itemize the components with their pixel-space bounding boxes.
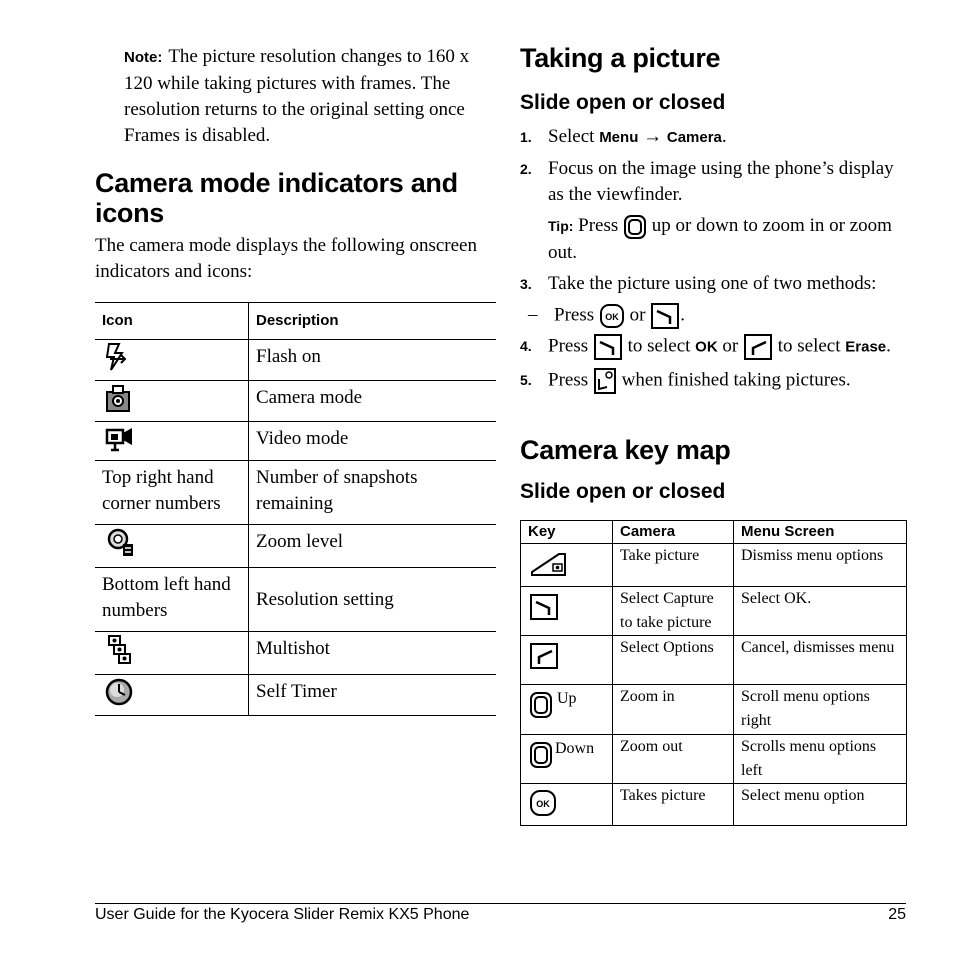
icon-cell	[95, 675, 249, 716]
table-row	[521, 685, 907, 735]
step-number: 3.	[520, 275, 532, 292]
col-header-camera: Camera	[613, 521, 734, 544]
key-map-subheading: Slide open or closed	[520, 480, 726, 503]
step-text: when finished taking pictures.	[621, 369, 851, 390]
table-row	[95, 461, 496, 525]
note-label: Note:	[124, 49, 163, 66]
step-number: 1.	[520, 129, 532, 145]
end-key-icon	[593, 367, 617, 395]
icon-cell-text: Bottom left hand numbers	[95, 568, 249, 632]
key-cell	[521, 636, 613, 685]
step-text: Take the picture using one of two methods:	[548, 272, 877, 294]
step-text: Select	[548, 126, 595, 147]
steps-list	[520, 124, 906, 395]
camera-cell: Takes picture	[613, 784, 734, 826]
camera-keyword: Camera	[666, 129, 722, 146]
key-cell	[521, 587, 613, 636]
camera-key-map-heading: Camera key map	[520, 435, 731, 465]
col-header-icon: Icon	[95, 303, 249, 340]
key-cell	[521, 735, 613, 784]
erase-keyword: Erase	[845, 338, 887, 355]
table-row	[521, 784, 907, 826]
nav-key-icon	[623, 214, 647, 240]
camera-key-icon	[529, 550, 569, 578]
camera-cell: Zoom in	[613, 685, 734, 735]
page-number: 25	[888, 906, 906, 923]
icon-cell-text: Top right hand corner numbers	[95, 461, 249, 525]
key-label: Down	[555, 740, 595, 757]
zoom-level-icon	[105, 527, 137, 559]
tip-text-pre: Press	[578, 215, 619, 236]
nav-key-icon	[529, 741, 553, 769]
svg-text:OK: OK	[605, 311, 619, 322]
description-cell: Self Timer	[249, 675, 497, 716]
menu-keyword: Menu	[599, 129, 639, 146]
table-row	[95, 340, 496, 381]
indicators-table	[95, 302, 496, 716]
step-text: Focus on the image using the phone’s display as the viewfinder.	[548, 158, 894, 205]
step-text: to select	[627, 335, 691, 356]
key-label: Up	[557, 690, 577, 707]
ok-keyword: OK	[695, 338, 718, 355]
camera-mode-icon	[105, 383, 131, 413]
step-text: to select	[777, 335, 841, 356]
icon-cell	[95, 525, 249, 568]
menu-cell: Dismiss menu options	[734, 544, 907, 587]
period: .	[680, 304, 685, 325]
taking-picture-subheading: Slide open or closed	[520, 91, 726, 114]
self-timer-icon	[105, 677, 135, 707]
table-row	[95, 632, 496, 675]
note-block	[124, 44, 484, 149]
menu-cell: Scroll menu options right	[734, 685, 907, 735]
video-mode-icon	[105, 424, 135, 452]
col-header-key: Key	[521, 521, 613, 544]
step-number: 2.	[520, 161, 532, 177]
table-row	[521, 735, 907, 784]
col-header-menu-screen: Menu Screen	[734, 521, 907, 544]
tip-text-post: up or down to zoom in or zoom out.	[548, 215, 892, 263]
step-text: Press	[554, 304, 595, 325]
camera-mode-heading: Camera mode indicators and icons	[95, 168, 458, 228]
description-cell: Camera mode	[249, 381, 497, 422]
description-cell: Multishot	[249, 632, 497, 675]
description-cell: Zoom level	[249, 525, 497, 568]
table-row	[95, 381, 496, 422]
table-row	[95, 675, 496, 716]
icon-cell	[95, 381, 249, 422]
menu-cell: Cancel, dismisses menu	[734, 636, 907, 685]
camera-cell: Take picture	[613, 544, 734, 587]
step-3-method	[520, 302, 906, 330]
svg-text:OK: OK	[536, 799, 550, 809]
right-softkey-icon	[593, 333, 623, 361]
menu-cell: Scrolls menu options left	[734, 735, 907, 784]
table-row	[521, 587, 907, 636]
camera-mode-intro: The camera mode displays the following onscreen indicators and icons:	[95, 235, 477, 282]
period: .	[721, 126, 727, 147]
camera-cell: Select Options	[613, 636, 734, 685]
table-row	[95, 422, 496, 461]
step-text: Press	[548, 335, 589, 356]
camera-cell: Select Capture to take picture	[613, 587, 734, 636]
icon-cell	[95, 340, 249, 381]
footer-title: User Guide for the Kyocera Slider Remix KX5 Phone	[95, 906, 470, 923]
camera-cell: Zoom out	[613, 735, 734, 784]
page-footer	[95, 903, 906, 924]
tip-block	[520, 213, 906, 266]
nav-key-icon	[529, 691, 553, 719]
table-row	[521, 636, 907, 685]
key-cell	[521, 784, 613, 826]
taking-picture-heading: Taking a picture	[520, 43, 721, 73]
or-text: or	[722, 335, 739, 356]
step-4	[520, 333, 906, 361]
col-header-description: Description	[249, 303, 497, 340]
description-cell: Video mode	[249, 422, 497, 461]
right-softkey-icon	[650, 302, 680, 330]
flash-icon	[105, 342, 129, 372]
ok-key-icon	[599, 303, 625, 329]
table-header-row	[95, 303, 496, 340]
table-row	[95, 568, 496, 632]
table-row	[95, 525, 496, 568]
or-text: or	[629, 304, 646, 325]
ok-key-icon	[529, 789, 557, 817]
tip-label: Tip:	[548, 218, 574, 234]
step-number: 5.	[520, 371, 532, 388]
arrow-glyph: →	[643, 126, 663, 147]
step-2	[520, 156, 906, 208]
left-softkey-icon	[529, 642, 559, 670]
table-header-row	[521, 521, 907, 544]
key-cell	[521, 544, 613, 587]
key-cell	[521, 685, 613, 735]
icon-cell	[95, 632, 249, 675]
multishot-icon	[105, 634, 135, 666]
step-text: Press	[548, 369, 589, 390]
step-5	[520, 367, 906, 395]
icon-cell	[95, 422, 249, 461]
key-map-table	[520, 520, 907, 826]
description-cell: Number of snapshots remaining	[249, 461, 497, 525]
step-3	[520, 271, 906, 297]
right-softkey-icon	[529, 593, 559, 621]
menu-cell: Select OK.	[734, 587, 907, 636]
step-number: 4.	[520, 337, 532, 354]
dash: –	[528, 303, 538, 325]
menu-cell: Select menu option	[734, 784, 907, 826]
description-cell: Flash on	[249, 340, 497, 381]
table-row	[521, 544, 907, 587]
step-1	[520, 124, 906, 151]
period: .	[886, 335, 891, 356]
left-softkey-icon	[743, 333, 773, 361]
description-cell: Resolution setting	[249, 568, 497, 632]
note-text: The picture resolution changes to 160 x 120 while taking pictures with frames. The resolution returns to the original setting once Frames is disabled.	[124, 46, 470, 146]
